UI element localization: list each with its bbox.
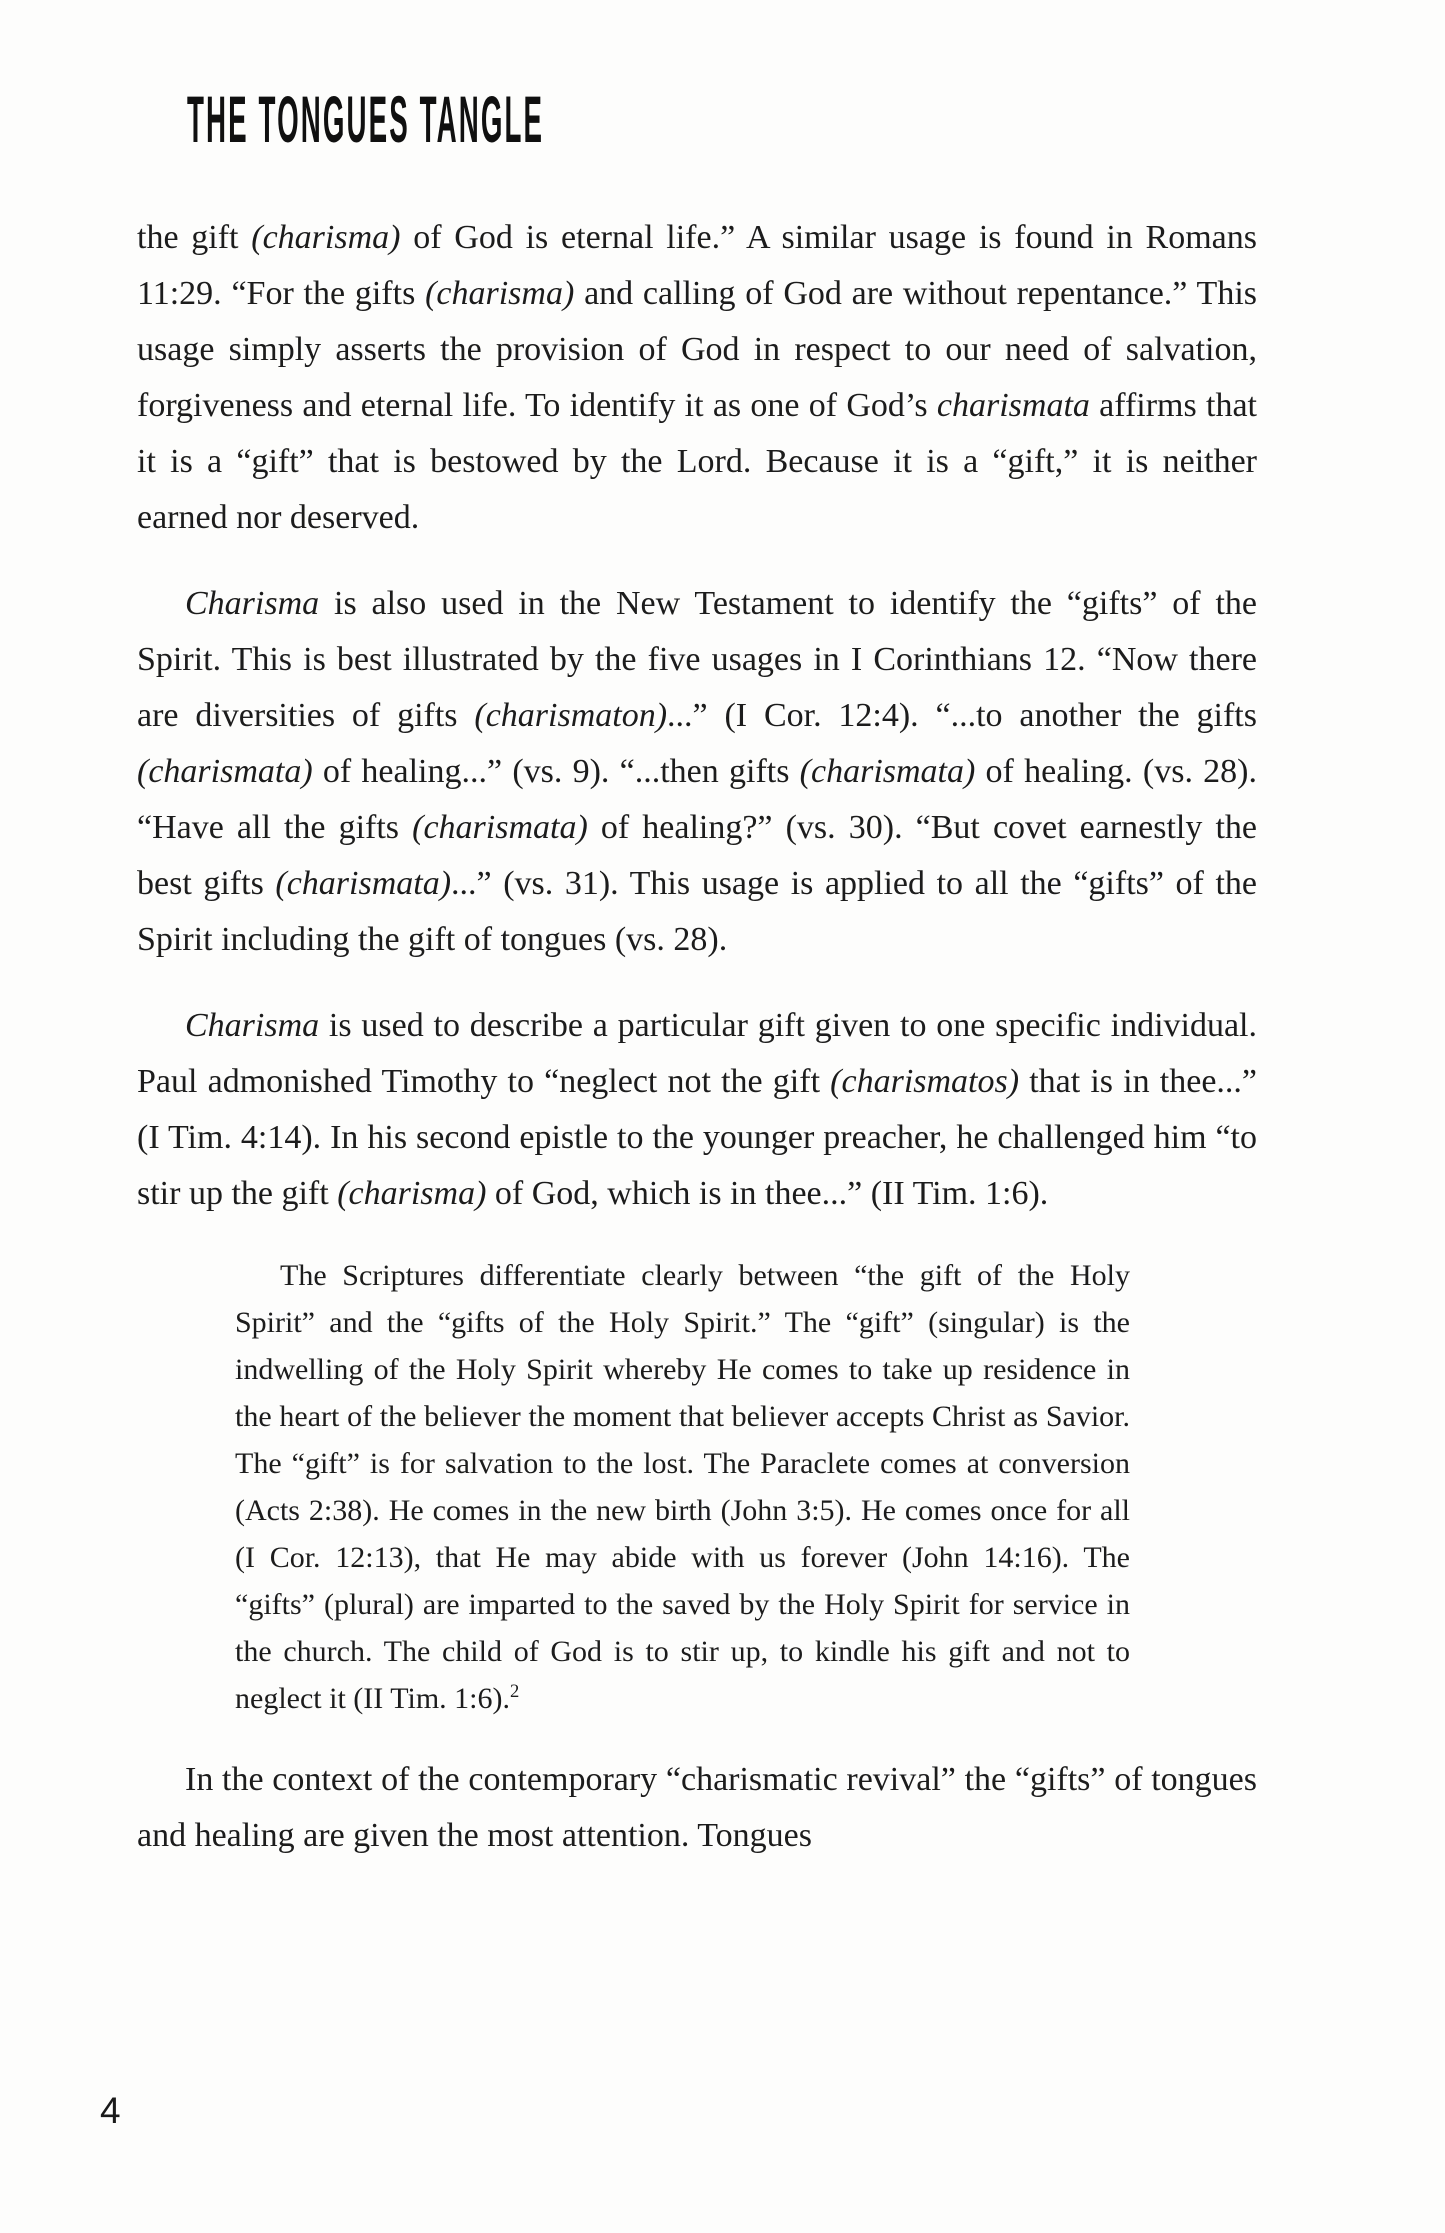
text-run: ...” (vs. 31). This usage is applied to all the “gifts” of the Spirit including the gift of tongues (vs. 28). [137,865,1257,958]
text-run: the gift [137,219,252,256]
paragraph-eternal-life [137,210,1257,546]
page-body [137,210,1257,1864]
text-run: affirms that it is a “gift” that is bestowed by the Lord. Because it is a “gift,” it is neither earned nor deserved. [137,387,1257,536]
text-run: is also used in the New Testament to identify the “gifts” of the Spirit. This is best illustrated by the five usages in I Corinthians 12. “Now there are diversities of gifts [137,585,1257,734]
paragraph-gifts-of-the-spirit [137,576,1257,968]
text-run: of healing. (vs. 28). “Have all the gifts [137,753,1257,846]
text-run: that is in thee...” (I Tim. 4:14). In his second epistle to the younger preacher, he challenged him “to stir up the gift [137,1063,1257,1212]
italic-text-run: (charismata) [799,753,976,790]
paragraph-particular-gift [137,998,1257,1222]
text-run: In the context of the contemporary “charismatic revival” the “gifts” of tongues and healing are given the most attention. Tongues [137,1761,1257,1854]
text-run: of God is eternal life.” A similar usage is found in Romans 11:29. “For the gifts [137,219,1257,312]
italic-text-run: Charisma [185,585,320,622]
italic-text-run: (charisma) [337,1175,487,1212]
text-run: of God, which is in thee...” (II Tim. 1:6). [486,1175,1049,1212]
text-run: ...” (I Cor. 12:4). “...to another the gifts [667,697,1257,734]
italic-text-run: Charisma [185,1007,320,1044]
italic-text-run: (charismaton) [474,697,668,734]
italic-text-run: charismata [936,387,1090,424]
paragraph-charismatic-revival [137,1752,1257,1864]
text-run: The Scriptures differentiate clearly between “the gift of the Holy Spirit” and the “gifts of the Holy Spirit.” The “gift” (singular) is the indwelling of the Holy Spirit whereby He comes to take up residence in the heart of the believer the moment that believer accepts Christ as Savior. The “gift” is for salvation to the lost. The Paraclete comes at conversion (Acts 2:38). He comes in the new birth (John 3:5). He comes once for all (I Cor. 12:13), that He may abide with us forever (John 14:16). The “gifts” (plural) are imparted to the saved by the Holy Spirit for service in the church. The child of God is to stir up, to kindle his gift and not to neglect it (II Tim. 1:6). [235,1259,1130,1715]
italic-text-run: (charismata) [137,753,313,790]
italic-text-run: (charisma) [425,275,575,312]
chapter-title: THE TONGUES TANGLE [187,82,545,156]
blockquote-gift-vs-gifts [235,1252,1130,1722]
text-run: is used to describe a particular gift given to one specific individual. Paul admonished Timothy to “neglect not the gift [137,1007,1257,1100]
italic-text-run: (charismata) [412,809,588,846]
page-number: 4 [100,2090,121,2131]
text-run: and calling of God are without repentance.” This usage simply asserts the provision of God in respect to our need of salvation, forgiveness and eternal life. To identify it as one of God’s [137,275,1258,424]
text-run: of healing...” (vs. 9). “...then gifts [312,753,800,790]
footnote-reference: 2 [509,1681,520,1702]
italic-text-run: (charisma) [251,219,401,256]
italic-text-run: (charismata) [275,865,452,902]
italic-text-run: (charismatos) [830,1063,1020,1100]
text-run: of healing?” (vs. 30). “But covet earnestly the best gifts [137,809,1257,902]
